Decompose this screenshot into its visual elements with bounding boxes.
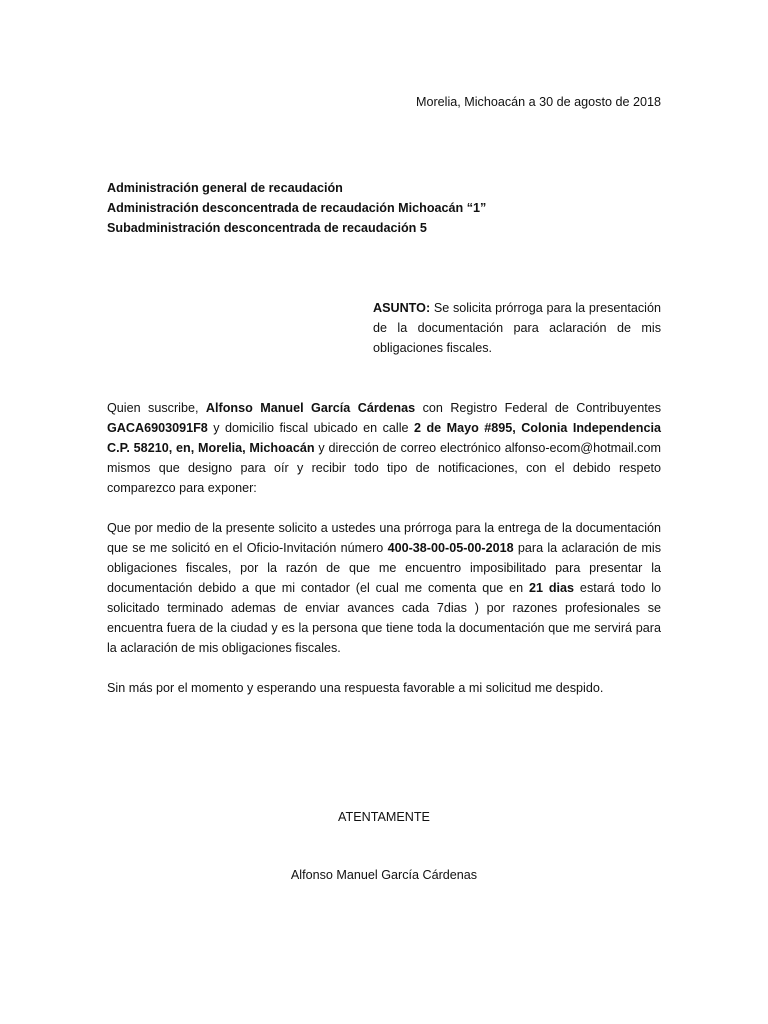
paragraph-request <box>107 518 661 658</box>
intro-text-1: Quien suscribe, <box>107 401 206 415</box>
paragraph-introduction <box>107 398 661 498</box>
request-text-2: para la aclaración de mis obligaciones fiscales, por la razón de que me encuentro imposibilitado para presentar la documentación debido a que mi contador (el cual me comenta que en <box>107 541 661 595</box>
subject-label: ASUNTO: <box>373 301 431 315</box>
recipient-block <box>107 178 667 238</box>
intro-text-2: con Registro Federal de Contribuyentes <box>415 401 661 415</box>
sender-name: Alfonso Manuel García Cárdenas <box>205 401 416 415</box>
recipient-line-1: Administración general de recaudación <box>107 181 343 195</box>
request-text-3: estará todo lo solicitado terminado ademas de enviar avances cada 7dias ) por razones profesionales se encuentra fuera de la ciudad y es la persona que tiene toda la documentación que me servirá para la aclaración de mis obligaciones fiscales. <box>107 581 662 655</box>
request-text-1: Que por medio de la presente solicito a ustedes una prórroga para la entrega de la documentación que se me solicitó en el Oficio-Invitación número <box>107 521 661 555</box>
subject-text: Se solicita prórroga para la presentación de la documentación para aclaración de mis obligaciones fiscales. <box>373 301 661 355</box>
closing-text: ATENTAMENTE <box>338 810 430 824</box>
recipient-line-2: Administración desconcentrada de recaudación Michoacán “1” <box>107 201 487 215</box>
letter-date: Morelia, Michoacán a 30 de agosto de 2018 <box>415 95 661 109</box>
letter-body <box>107 398 661 718</box>
fiscal-address: 2 de Mayo #895, Colonia Independencia C.P. 58210, en, Morelia, Michoacán <box>107 421 661 455</box>
intro-text-3: y domicilio fiscal ubicado en calle <box>207 421 414 435</box>
rfc-code: GACA6903091F8 <box>107 421 208 435</box>
signature-name: Alfonso Manuel García Cárdenas <box>290 868 478 882</box>
paragraph-farewell: Sin más por el momento y esperando una respuesta favorable a mi solicitud me despido. <box>107 681 604 695</box>
days-count: 21 dias <box>528 581 575 595</box>
subject-block <box>373 298 661 358</box>
oficio-number: 400-38-00-05-00-2018 <box>387 541 514 555</box>
recipient-line-3: Subadministración desconcentrada de recaudación 5 <box>107 221 427 235</box>
intro-text-4: y dirección de correo electrónico alfonso-ecom@hotmail.com mismos que designo para oír y recibir todo tipo de notificaciones, con el debido respeto comparezco para exponer: <box>107 441 661 495</box>
